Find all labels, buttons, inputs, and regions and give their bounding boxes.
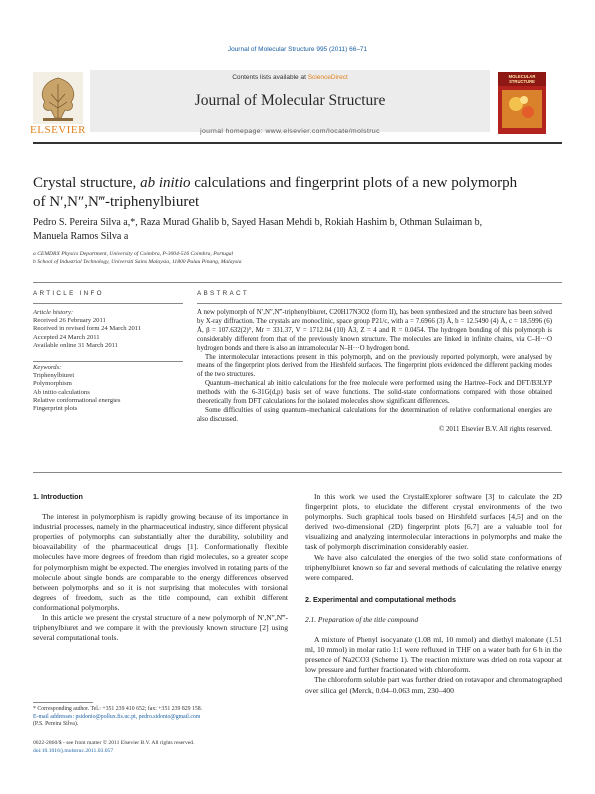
affiliation-b: b School of Industrial Technology, Universiti Sains Malaysia, 11800 Pulau Pinang, Malaysia [33, 259, 242, 265]
contents-prefix: Contents lists available at [232, 74, 308, 81]
title-part-1: Crystal structure, [33, 175, 141, 191]
abstract-paragraph: A new polymorph of N′,N″,N‴-triphenylbiuret, C20H17N3O2 (form II), has been synthesized and the structure has been solved by X-ray diffraction. The crystals are monoclinic, space group P21/c, with a = 7.6966 (3) Å, b = 12.5490 (4) Å, c = 18.5996 (6) Å, β = 107.632(2)°, Mr = 331.37, V = 1712.04 (10) Å3, Z = 4 and R = 0.0454. The hydrogen bonding of this polymorph is considerably different from that of the previously known structure. The molecules are linked in infinite chains, via C–H···O hydrogen bonds and there is also an intramolecular N–H···O hydrogen bond. [197, 309, 552, 352]
body-paragraph: In this work we used the CrystalExplorer software [3] to calculate the 2D fingerprint plots, to elucidate the different crystal environments of the two polymorphs. Such graphical tools based on Hirshfeld surfaces [4,5] and on the derived two-dimensional (2D) fingerprint plots [6,7] are a valuable tool for visualizing and analyzing intermolecular interactions in polymorphs and make the task of polymorph discrimination considerably easier. [305, 492, 562, 552]
history-item: Accepted 24 March 2011 [33, 333, 100, 341]
affiliation-divider [33, 282, 562, 283]
preparation-paragraph: The chloroform soluble part was further dried on rotavapor and chromatographed over silica gel (Merck, 0.04–0.063 mm, 230–400 [305, 675, 562, 695]
article-title [33, 174, 563, 212]
intro-paragraph: The interest in polymorphism is rapidly growing because of its importance in industrial processes, namely in the pharmaceutical industry, since different physical properties of polymorphs can substantially alter the durability, solubility and bioavailability of the pharmaceutical drugs [1]. Conformationally flexible molecules have more degrees of freedom than rigid molecules, so a greater scope for polymorphism might be expected. The energies involved in rotating parts of the molecule about single bonds are comparable to the energy differences observed between polymorphs and so it is not surprising that molecules with torsional degrees of freedom, such as the title compound, can exhibit different conformational polymorphs. [33, 512, 288, 612]
history-item: Received 26 February 2011 [33, 317, 106, 325]
footnote-line: * Corresponding author. Tel.: +351 239 410 652; fax: +351 239 829 158. [33, 706, 203, 712]
keyword-item: Polymorphism [33, 380, 72, 388]
introduction-heading: 1. Introduction [33, 492, 83, 501]
history-item: Received in revised form 24 March 2011 [33, 325, 142, 333]
footnote-line: (P.S. Pereira Silva). [33, 721, 79, 727]
publisher-name: ELSEVIER [30, 124, 86, 136]
body-paragraph: We have also calculated the energies of the two solid state conformations of triphenylbiuret known so far and several methods of calculating the relative energy were compared. [305, 552, 562, 582]
history-label: Article history: [33, 309, 74, 316]
footnote-rule [33, 702, 93, 703]
keywords-rule [33, 361, 183, 362]
corresponding-author-footnote [33, 706, 288, 729]
keyword-item: Relative conformational energies [33, 396, 121, 404]
homepage-bar [90, 124, 490, 138]
abstract-bottom-rule [33, 472, 562, 473]
page-footer [33, 740, 288, 755]
keyword-item: Triphenylbiuret [33, 372, 75, 380]
preparation-paragraph: A mixture of Phenyl isocyanate (1.08 ml, 10 mmol) and diethyl malonate (1.51 ml, 10 mmol) in molar ratio 1:1 were refluxed in THF on a water bath for 6 h in the presence of Na2CO3 (Scheme 1). The reaction mixture was dried on rota vapour at low pressure and further fractionated with chloroform. [305, 635, 562, 675]
preparation-heading: 2.1. Preparation of the title compound [305, 614, 419, 624]
title-part-2: calculations and fingerprint plots of a new polymorph [190, 175, 518, 191]
journal-header [90, 70, 490, 132]
cover-title: MOLECULAR STRUCTURE [508, 74, 536, 84]
article-info-rule [33, 303, 183, 304]
keyword-item: Fingerprint plots [33, 405, 78, 413]
front-matter-line: 0022-2860/$ - see front matter © 2011 Elsevier B.V. All rights reserved. [33, 740, 195, 746]
authors-line-2[interactable]: Manuela Ramos Silva a [33, 231, 129, 242]
affiliation-a: a CEMDRX Physics Department, University of Coimbra, P-3004-516 Coimbra, Portugal [33, 251, 234, 257]
journal-reference[interactable]: Journal of Molecular Structure 995 (2011) 66–71 [227, 46, 368, 53]
sciencedirect-link[interactable]: ScienceDirect [307, 74, 348, 81]
abstract-paragraph: Quantum–mechanical ab initio calculations for the free molecule were performed using the Hartree–Fock and DFT/B3LYP methods with the 6-31G(d,p) basis set of wave functions. The solid-state conformations compared with those obtained theoretically from DFT calculations for the isolated molecules show significant differences. [197, 380, 552, 406]
abstract-paragraph: Some difficulties of using quantum–mechanical calculations for the determination of relative conformational energies are also discussed. [197, 406, 552, 423]
history-item: Available online 31 March 2011 [33, 341, 118, 349]
keywords-block [33, 364, 183, 413]
body-left-column [33, 492, 288, 643]
abstract-rule [197, 303, 562, 304]
article-history [33, 309, 183, 350]
experimental-heading: 2. Experimental and computational methods [305, 594, 456, 604]
doi-link[interactable]: doi:10.1016/j.molstruc.2011.03.057 [33, 747, 114, 754]
journal-name: Journal of Molecular Structure [194, 92, 386, 109]
journal-cover [498, 72, 546, 134]
keywords-label: Keywords: [33, 364, 62, 371]
header-divider [33, 142, 562, 144]
article-info-heading: ARTICLE INFO [33, 290, 104, 297]
authors-line-1[interactable]: Pedro S. Pereira Silva a,*, Raza Murad Ghalib b, Sayed Hasan Mehdi b, Rokiah Hashim b, Othman Sulaiman b, [33, 217, 483, 228]
body-right-column [305, 492, 562, 696]
title-line-2: of N′,N″,N‴-triphenylbiuret [33, 194, 200, 210]
author-list [33, 216, 563, 244]
abstract-heading: ABSTRACT [197, 290, 249, 297]
title-italic: ab initio [140, 175, 191, 191]
abstract-body [197, 309, 552, 435]
copyright-notice: © 2011 Elsevier B.V. All rights reserved. [439, 425, 552, 433]
abstract-paragraph: The intermolecular interactions present in this polymorph, and on the previously reported polymorph, were analysed by means of the fingerprint plots derived from the Hirshfeld surfaces. The fingerprint plots evidenced the different packing modes of the two structures. [197, 353, 552, 379]
contents-line [90, 74, 490, 81]
keyword-item: Ab initio calculations [33, 388, 90, 396]
journal-homepage[interactable]: journal homepage: www.elsevier.com/locate/molstruc [200, 128, 380, 135]
email-addresses[interactable]: E-mail addresses: psidonio@pollux.fis.uc.pt, pedro.sidonio@gmail.com [33, 713, 201, 720]
elsevier-tree-logo [33, 72, 83, 124]
intro-paragraph: In this article we present the crystal structure of a new polymorph of N′,N″,N‴-triphenylbiuret and we compare it with the previously known structure [2] using several computational tools. [33, 613, 288, 643]
